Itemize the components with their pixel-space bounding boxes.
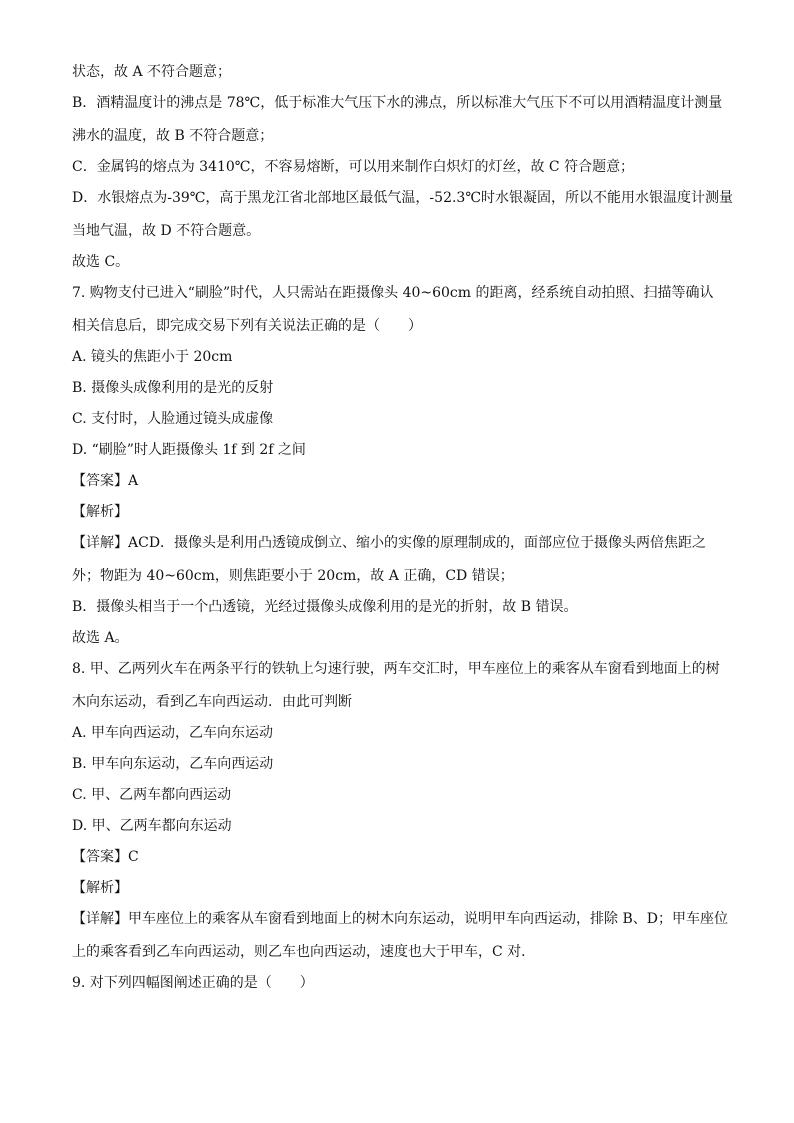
text-line: 外；物距为 40~60cm，则焦距要小于 20cm，故 A 正确，CD 错误； xyxy=(72,568,514,584)
text-line: 【答案】A xyxy=(72,473,139,489)
text-line: 【详解】ACD．摄像头是利用凸透镜成倒立、缩小的实像的原理制成的，面部应位于摄像头两倍焦距之 xyxy=(72,535,707,551)
text-line: 上的乘客看到乙车向西运动，则乙车也向西运动，速度也大于甲车，C 对． xyxy=(72,944,536,960)
text-line: 8. 甲、乙两列火车在两条平行的铁轨上匀速行驶，两车交汇时，甲车座位上的乘客从车窗看到地面上的树 xyxy=(72,661,720,677)
text-line: 故选 C。 xyxy=(72,254,130,270)
text-line: A. 镜头的焦距小于 20cm xyxy=(72,349,233,365)
text-line: C. 甲、乙两车都向西运动 xyxy=(72,787,232,803)
text-line: 【详解】甲车座位上的乘客从车窗看到地面上的树木向东运动，说明甲车向西运动，排除 B、D；甲车座位 xyxy=(72,911,728,927)
text-line: 【答案】C xyxy=(72,849,139,865)
document-page xyxy=(72,62,733,993)
text-line: 故选 A。 xyxy=(72,630,129,646)
text-line: 相关信息后，即完成交易下列有关说法正确的是（ ） xyxy=(72,318,422,334)
text-line: 沸水的温度，故 B 不符合题意； xyxy=(72,128,274,144)
text-line: D. “刷脸”时人距摄像头 1f 到 2f 之间 xyxy=(72,442,306,458)
text-line: B．摄像头相当于一个凸透镜，光经过摄像头成像利用的是光的折射，故 B 错误。 xyxy=(72,599,578,615)
text-line: D．水银熔点为-39℃，高于黑龙江省北部地区最低气温，-52.3℃时水银凝固，所以不能用水银温度计测量 xyxy=(72,190,733,206)
text-line: D. 甲、乙两车都向东运动 xyxy=(72,818,232,834)
text-line: A. 甲车向西运动，乙车向东运动 xyxy=(72,725,274,741)
text-line: 9. 对下列四幅图阐述正确的是（ ） xyxy=(72,975,314,991)
text-line: B．酒精温度计的沸点是 78℃，低于标准大气压下水的沸点，所以标准大气压下不可以用酒精温度计测量 xyxy=(72,95,723,111)
text-line: 状态，故 A 不符合题意； xyxy=(72,64,232,80)
text-line: 当地气温，故 D 不符合题意。 xyxy=(72,223,261,239)
text-line: 【解析】 xyxy=(72,504,128,520)
text-line: 木向东运动，看到乙车向西运动．由此可判断 xyxy=(72,694,352,710)
text-line: C．金属钨的熔点为 3410℃，不容易熔断，可以用来制作白炽灯的灯丝，故 C 符合题意； xyxy=(72,159,635,175)
text-line: B. 摄像头成像利用的是光的反射 xyxy=(72,380,274,396)
text-line: B. 甲车向东运动，乙车向西运动 xyxy=(72,756,274,772)
text-line: C. 支付时，人脸通过镜头成虚像 xyxy=(72,411,274,427)
text-line: 【解析】 xyxy=(72,880,128,896)
text-line: 7. 购物支付已进入“刷脸”时代，人只需站在距摄像头 40~60cm 的距离，经系统自动拍照、扫描等确认 xyxy=(72,285,714,301)
